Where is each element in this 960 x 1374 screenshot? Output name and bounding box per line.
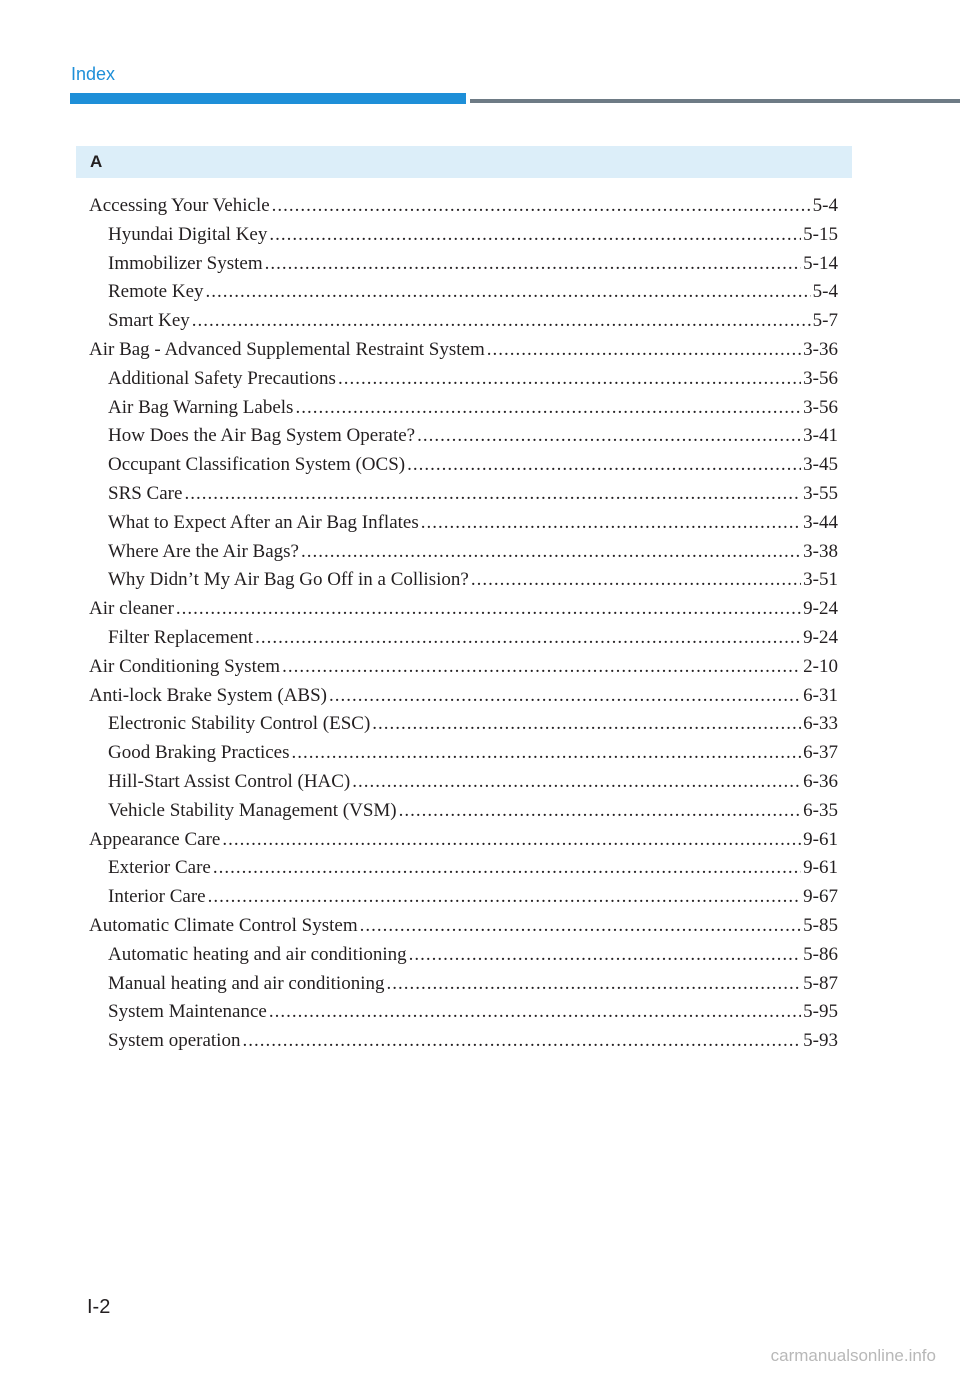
leader-dots <box>192 307 811 336</box>
entry-page-number: 3-36 <box>803 338 838 360</box>
entry-page-number: 5-14 <box>803 252 838 274</box>
leader-dots <box>338 365 801 394</box>
index-subentry[interactable] <box>89 451 838 480</box>
entry-page-number: 3-56 <box>803 396 838 418</box>
index-subentry[interactable] <box>89 941 838 970</box>
leader-dots <box>208 883 802 912</box>
index-subentry[interactable] <box>89 1027 838 1056</box>
leader-dots <box>421 509 801 538</box>
entry-page-number: 3-38 <box>803 540 838 562</box>
index-subentry[interactable] <box>89 307 838 336</box>
leader-dots <box>399 797 802 826</box>
entry-page-number: 3-45 <box>803 454 838 476</box>
entry-label: Air cleaner <box>89 598 174 620</box>
entry-label: Air Bag Warning Labels <box>108 396 294 418</box>
section-header <box>76 146 852 178</box>
entry-label: Anti-lock Brake System (ABS) <box>89 684 328 706</box>
index-subentry[interactable] <box>89 883 838 912</box>
leader-dots <box>272 192 811 221</box>
index-entry[interactable] <box>89 682 838 711</box>
index-entry[interactable] <box>89 192 838 221</box>
entry-label: Immobilizer System <box>108 252 263 274</box>
header-title: Index <box>71 64 116 84</box>
entry-page-number: 9-61 <box>803 828 838 850</box>
entry-label: Remote Key <box>108 281 204 303</box>
entry-page-number: 5-15 <box>803 223 838 245</box>
header-rule <box>470 99 960 103</box>
index-subentry[interactable] <box>89 998 838 1027</box>
index-subentry[interactable] <box>89 710 838 739</box>
entry-page-number: 6-33 <box>803 713 838 735</box>
index-subentry[interactable] <box>89 394 838 423</box>
leader-dots <box>407 451 801 480</box>
entry-label: Exterior Care <box>108 857 211 879</box>
leader-dots <box>255 624 801 653</box>
leader-dots <box>184 480 801 509</box>
entry-page-number: 5-7 <box>812 310 838 332</box>
leader-dots <box>295 394 801 423</box>
index-subentry[interactable] <box>89 768 838 797</box>
entry-label: Electronic Stability Control (ESC) <box>108 713 371 735</box>
entry-page-number: 5-85 <box>803 914 838 936</box>
entry-label: Hyundai Digital Key <box>108 223 268 245</box>
entry-page-number: 3-51 <box>803 569 838 591</box>
index-subentry[interactable] <box>89 739 838 768</box>
entry-label: Vehicle Stability Management (VSM) <box>108 799 397 821</box>
leader-dots <box>372 710 801 739</box>
index-entry[interactable] <box>89 826 838 855</box>
index-subentry[interactable] <box>89 624 838 653</box>
watermark: carmanualsonline.info <box>770 1346 936 1365</box>
leader-dots <box>265 250 802 279</box>
entry-page-number: 6-31 <box>803 684 838 706</box>
leader-dots <box>386 970 801 999</box>
index-entry[interactable] <box>89 912 838 941</box>
entry-label: Where Are the Air Bags? <box>108 540 299 562</box>
leader-dots <box>206 278 811 307</box>
entry-page-number: 5-95 <box>803 1001 838 1023</box>
entry-label: Why Didn’t My Air Bag Go Off in a Collision? <box>108 569 469 591</box>
entry-label: Appearance Care <box>89 828 221 850</box>
entry-page-number: 2-10 <box>803 655 838 677</box>
leader-dots <box>282 653 801 682</box>
entry-label: Hill-Start Assist Control (HAC) <box>108 770 351 792</box>
entry-page-number: 9-24 <box>803 598 838 620</box>
entry-page-number: 5-87 <box>803 972 838 994</box>
entry-label: Air Bag - Advanced Supplemental Restraint System <box>89 338 485 360</box>
entry-label: Air Conditioning System <box>89 655 281 677</box>
leader-dots <box>301 538 801 567</box>
entry-page-number: 5-4 <box>812 281 838 303</box>
entry-label: SRS Care <box>108 482 183 504</box>
leader-dots <box>360 912 802 941</box>
index-subentry[interactable] <box>89 422 838 451</box>
entry-page-number: 6-37 <box>803 742 838 764</box>
page-number: I-2 <box>87 1296 111 1318</box>
entry-page-number: 3-44 <box>803 511 838 533</box>
entry-label: Good Braking Practices <box>108 742 290 764</box>
entry-label: Occupant Classification System (OCS) <box>108 454 406 476</box>
leader-dots <box>213 854 801 883</box>
entry-page-number: 6-36 <box>803 770 838 792</box>
entry-label: Manual heating and air conditioning <box>108 972 385 994</box>
leader-dots <box>269 221 801 250</box>
leader-dots <box>176 595 801 624</box>
index-entry[interactable] <box>89 653 838 682</box>
entry-page-number: 9-67 <box>803 886 838 908</box>
index-entry-list <box>89 192 838 1056</box>
entry-page-number: 9-24 <box>803 626 838 648</box>
index-entry[interactable] <box>89 336 838 365</box>
entry-label: Additional Safety Precautions <box>108 367 336 389</box>
index-subentry[interactable] <box>89 854 838 883</box>
leader-dots <box>409 941 802 970</box>
index-entry[interactable] <box>89 595 838 624</box>
index-subentry[interactable] <box>89 970 838 999</box>
leader-dots <box>269 998 801 1027</box>
entry-page-number: 3-55 <box>803 482 838 504</box>
entry-page-number: 5-4 <box>812 195 838 216</box>
index-subentry[interactable] <box>89 538 838 567</box>
entry-label: System operation <box>108 1030 241 1052</box>
entry-label: What to Expect After an Air Bag Inflates <box>108 511 419 533</box>
entry-page-number: 3-56 <box>803 367 838 389</box>
entry-label: Automatic Climate Control System <box>89 914 358 936</box>
entry-label: Smart Key <box>108 310 190 332</box>
entry-label: Interior Care <box>108 886 206 908</box>
leader-dots <box>292 739 802 768</box>
entry-page-number: 5-93 <box>803 1030 838 1052</box>
entry-label: Accessing Your Vehicle <box>89 195 270 216</box>
header-accent-bar <box>70 93 466 104</box>
index-subentry[interactable] <box>89 221 838 250</box>
index-subentry[interactable] <box>89 365 838 394</box>
entry-label: Automatic heating and air conditioning <box>108 943 407 965</box>
leader-dots <box>222 826 801 855</box>
entry-label: How Does the Air Bag System Operate? <box>108 425 416 447</box>
index-subentry[interactable] <box>89 480 838 509</box>
entry-page-number: 9-61 <box>803 857 838 879</box>
entry-page-number: 6-35 <box>803 799 838 821</box>
entry-label: System Maintenance <box>108 1001 267 1023</box>
section-letter: A <box>90 152 103 171</box>
index-subentry[interactable] <box>89 797 838 826</box>
leader-dots <box>471 566 801 595</box>
entry-page-number: 5-86 <box>803 943 838 965</box>
index-subentry[interactable] <box>89 566 838 595</box>
leader-dots <box>352 768 801 797</box>
leader-dots <box>417 422 801 451</box>
entry-label: Filter Replacement <box>108 626 254 648</box>
index-subentry[interactable] <box>89 509 838 538</box>
index-subentry[interactable] <box>89 250 838 279</box>
leader-dots <box>329 682 801 711</box>
index-subentry[interactable] <box>89 278 838 307</box>
entry-page-number: 3-41 <box>803 425 838 447</box>
leader-dots <box>242 1027 801 1056</box>
leader-dots <box>487 336 801 365</box>
